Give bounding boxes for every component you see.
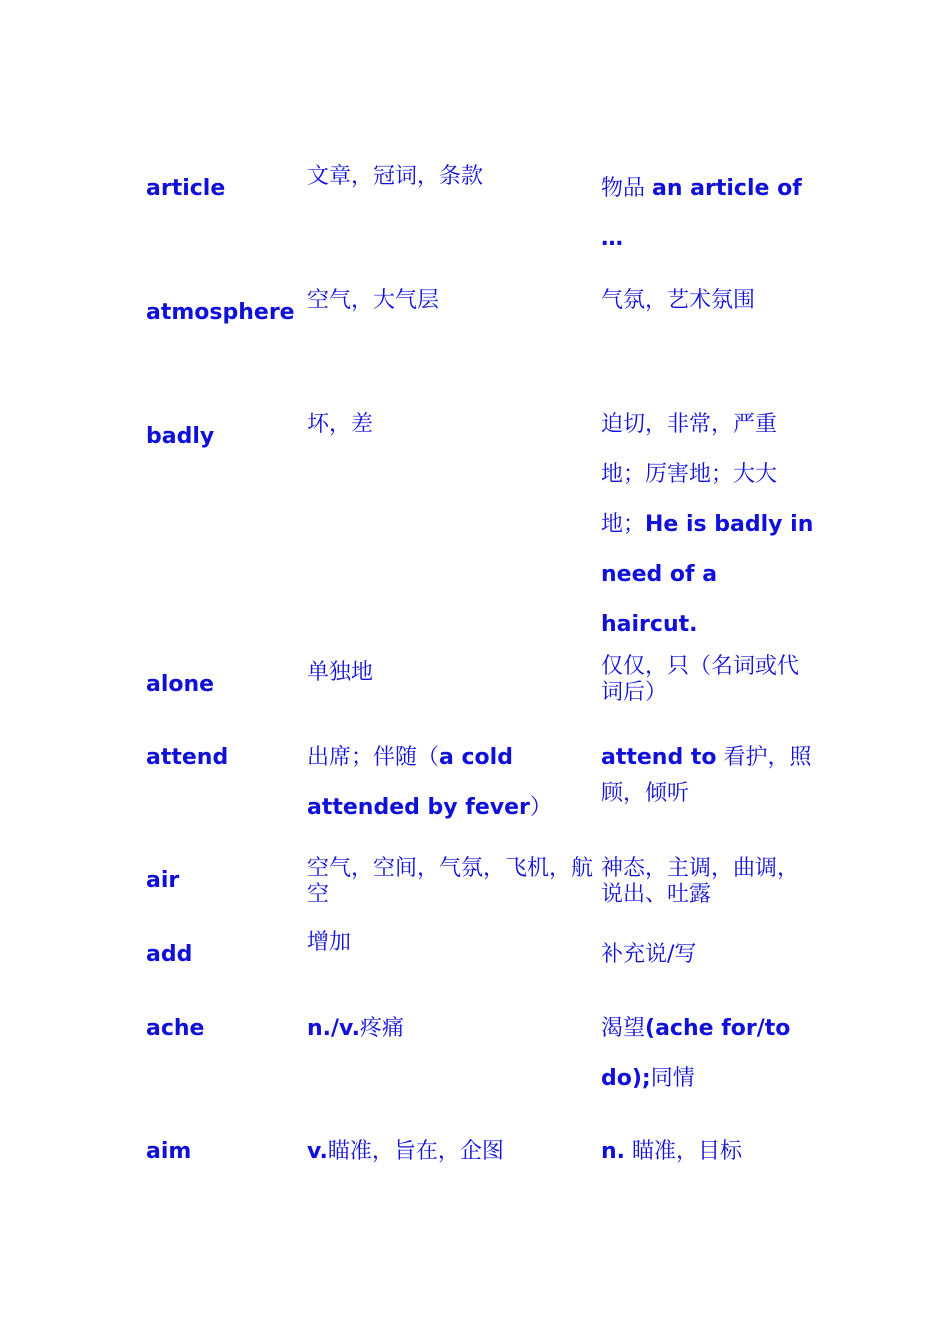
vocab-word: aim [146,1139,192,1164]
vocab-word: alone [146,672,215,697]
vocab-extended-meaning: 补充说/写 [601,942,697,967]
extended-chinese-2: 同情 [650,1066,695,1091]
vocab-meaning: 坏，差 [307,412,374,437]
vocab-word: atmosphere [146,300,295,325]
vocab-word: air [146,868,180,893]
meaning-chinese: 出席；伴随（ [307,745,440,770]
extended-chinese: 渴望 [601,1016,646,1041]
vocab-meaning: 单独地 [307,660,374,685]
vocab-word: add [146,942,193,967]
phrase-meaning: 看护，照顾，倾听 [601,745,812,806]
vocab-meaning [307,1004,597,1054]
vocab-word: article [146,176,226,201]
part-of-speech: v. [307,1139,328,1164]
example-sentence: He is badly in need of a haircut. [601,512,814,637]
vocab-extended-meaning [601,1004,816,1104]
vocab-word: badly [146,424,215,449]
vocab-extended-meaning: 物品 an article of … [601,176,802,251]
phrase: attend to [601,745,717,770]
usage-pattern: (ache for/to do); [601,1016,791,1091]
vocab-extended-meaning: 气氛，艺术氛围 [601,288,756,313]
vocab-meaning: 空气，空间，气氛，飞机，航空 [307,856,594,907]
vocab-meaning [307,1127,597,1177]
vocab-extended-meaning [601,400,816,650]
vocab-extended-meaning: 仅仅，只（名词或代词后） [601,654,800,705]
extended-chinese: 迫切，非常，严重地；厉害地；大大地； [601,412,778,537]
vocab-meaning: 空气，大气层 [307,288,440,313]
vocab-word: ache [146,1016,205,1041]
part-of-speech: n./v. [307,1016,360,1041]
meaning-chinese: 疼痛 [359,1016,404,1041]
meaning-example: a cold attended by fever [307,745,530,820]
vocab-extended-meaning [601,1127,816,1177]
vocab-extended-meaning [601,733,816,812]
extended-chinese: 瞄准，目标 [625,1139,743,1164]
meaning-close-paren: ） [529,795,552,820]
vocab-meaning: 增加 [307,930,352,955]
meaning-chinese: 瞄准，旨在，企图 [327,1139,504,1164]
vocab-word: attend [146,745,229,770]
vocab-meaning [307,733,597,833]
vocab-meaning: 文章，冠词，条款 [307,164,484,189]
vocab-extended-meaning: 神态，主调，曲调，说出、吐露 [601,856,800,907]
part-of-speech: n. [601,1139,626,1164]
